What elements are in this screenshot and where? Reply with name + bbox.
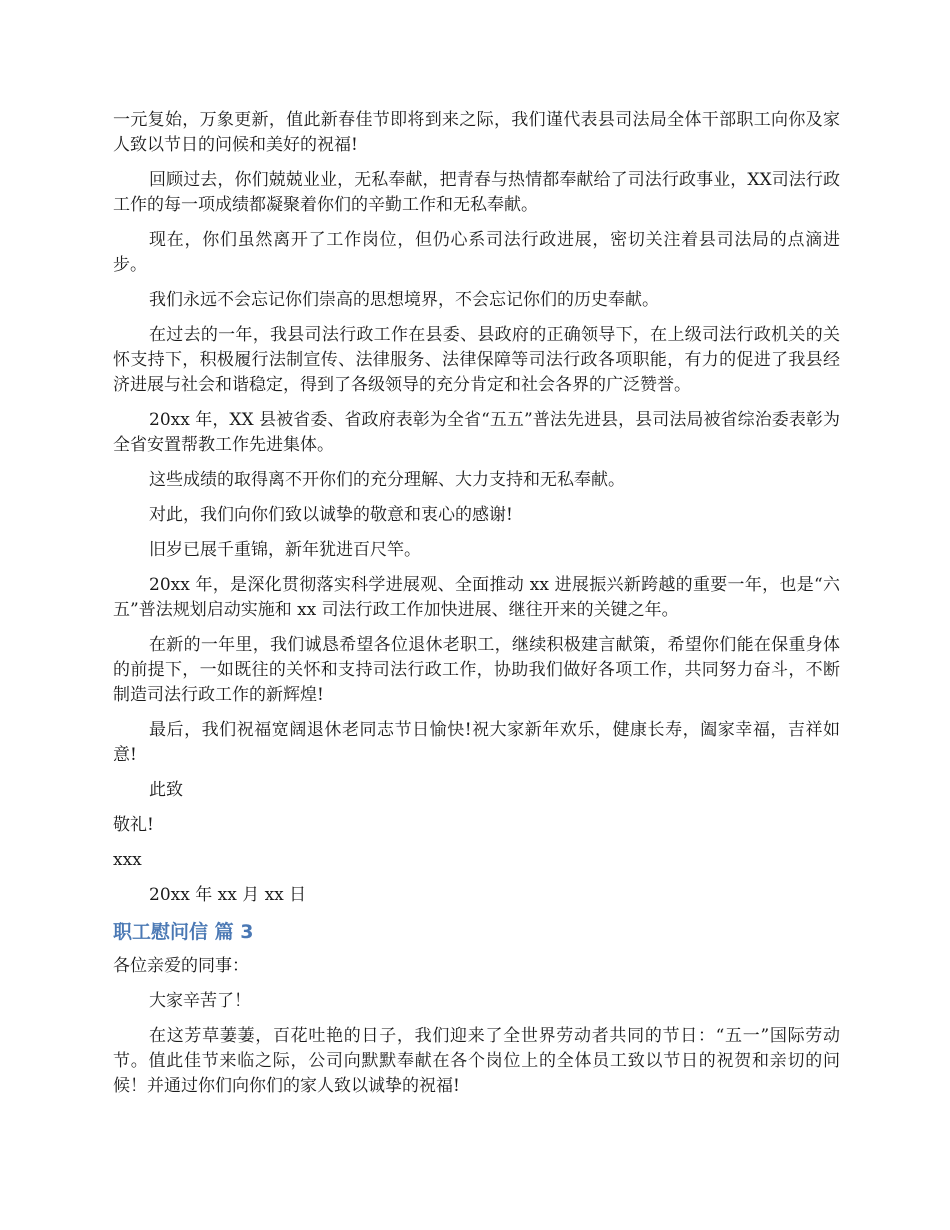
paragraph: 现在，你们虽然离开了工作岗位，但仍心系司法行政进展，密切关注着县司法局的点滴进步。 [113,230,840,275]
salute-line: 敬礼! [113,815,154,835]
paragraph: 旧岁已展千重锦，新年犹进百尺竿。 [149,540,421,560]
greeting: 各位亲爱的同事： [113,956,249,976]
paragraph: 20xx 年，是深化贯彻落实科学进展观、全面推动 xx 进展振兴新跨越的重要一年，也是“六五”普法规划启动实施和 xx 司法行政工作加快进展、继往开来的关键之年。 [113,575,840,620]
paragraph: 在过去的一年，我县司法行政工作在县委、县政府的正确领导下，在上级司法行政机关的关怀支持下，积极履行法制宣传、法律服务、法律保障等司法行政各项职能，有力的促进了我县经济进展与社会和谐稳定，得到了各级领导的充分肯定和社会各界的广泛赞誉。 [113,325,840,395]
paragraph: 回顾过去，你们兢兢业业，无私奉献，把青春与热情都奉献给了司法行政事业，XX司法行政工作的每一项成绩都凝聚着你们的辛勤工作和无私奉献。 [113,170,840,215]
paragraph: 最后，我们祝福宽阔退休老同志节日愉快!祝大家新年欢乐，健康长寿，阖家幸福，吉祥如意! [113,720,840,765]
document-page [113,108,840,1109]
paragraph: 在这芳草萋萋，百花吐艳的日子，我们迎来了全世界劳动者共同的节日：“五一”国际劳动节。值此佳节来临之际，公司向默默奉献在各个岗位上的全体员工致以节日的祝贺和亲切的问候！并通过你们向你们的家人致以诚挚的祝福! [113,1026,840,1096]
closing-line: 此致 [149,780,183,800]
section-heading: 职工慰问信 篇 3 [113,921,254,943]
paragraph: 一元复始，万象更新，值此新春佳节即将到来之际，我们谨代表县司法局全体干部职工向你及家人致以节日的问候和美好的祝福! [113,110,840,155]
paragraph: 大家辛苦了！ [149,991,251,1011]
paragraph: 对此，我们向你们致以诚挚的敬意和衷心的感谢! [149,505,513,525]
paragraph: 20xx 年，XX 县被省委、省政府表彰为全省“五五”普法先进县，县司法局被省综治委表彰为全省安置帮教工作先进集体。 [113,410,840,455]
signature: xxx [113,850,142,870]
paragraph: 在新的一年里，我们诚恳希望各位退休老职工，继续积极建言献策，希望你们能在保重身体的前提下，一如既往的关怀和支持司法行政工作，协助我们做好各项工作，共同努力奋斗，不断制造司法行政工作的新辉煌! [113,635,840,705]
paragraph: 这些成绩的取得离不开你们的充分理解、大力支持和无私奉献。 [149,470,625,490]
date-line: 20xx 年 xx 月 xx 日 [149,885,307,905]
paragraph: 我们永远不会忘记你们崇高的思想境界，不会忘记你们的历史奉献。 [149,290,659,310]
